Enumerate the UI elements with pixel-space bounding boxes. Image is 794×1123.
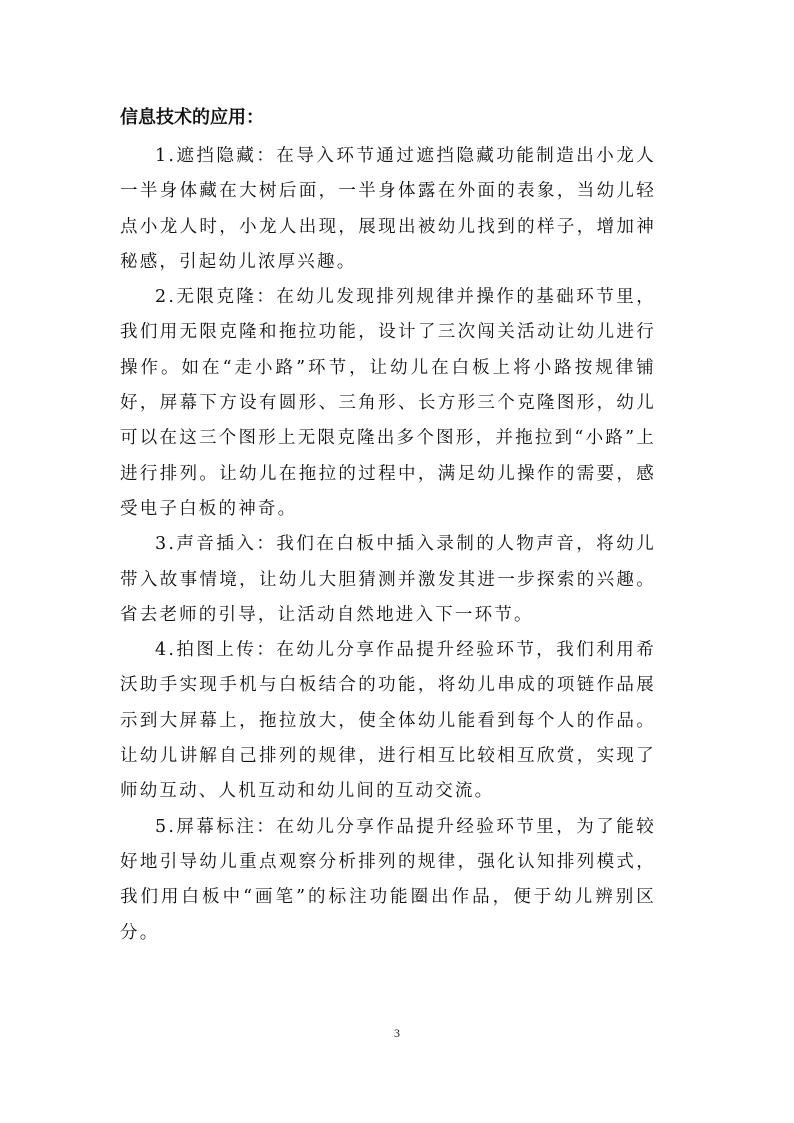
section-heading: 信息技术的应用： bbox=[120, 107, 264, 128]
page-number: 3 bbox=[394, 1026, 400, 1040]
paragraph-infinite-clone: 2.无限克隆：在幼儿发现排列规律并操作的基础环节里，我们用无限克隆和拖拉功能，设计了三次闯关活动让幼儿进行操作。如在“走小路”环节，让幼儿在白板上将小路按规律铺好，屏幕下方设有圆形、三角形、长方形三个克隆图形，幼儿可以在这三个图形上无限克隆出多个图形，并拖拉到“小路”上进行排列。让幼儿在拖拉的过程中，满足幼儿操作的需要，感受电子白板的神奇。 bbox=[120, 287, 656, 519]
paragraph-photo-upload: 4.拍图上传：在幼儿分享作品提升经验环节，我们利用希沃助手实现手机与白板结合的功能，将幼儿串成的项链作品展示到大屏幕上，拖拉放大，使全体幼儿能看到每个人的作品。让幼儿讲解自己排列的规律，进行相互比较相互欣赏，实现了师幼互动、人机互动和幼儿间的互动交流。 bbox=[120, 640, 656, 802]
body-text bbox=[120, 139, 656, 951]
paragraph-sound-insertion: 3.声音插入：我们在白板中插入录制的人物声音，将幼儿带入故事情境，让幼儿大胆猜测并激发其进一步探索的兴趣。省去老师的引导，让活动自然地进入下一环节。 bbox=[120, 534, 656, 625]
paragraph-screen-annotation: 5.屏幕标注：在幼儿分享作品提升经验环节里，为了能较好地引导幼儿重点观察分析排列的规律，强化认知排列模式，我们用白板中“画笔”的标注功能圈出作品，便于幼儿辨别区分。 bbox=[120, 816, 656, 943]
paragraph-occlusion-hiding: 1.遮挡隐藏：在导入环节通过遮挡隐藏功能制造出小龙人一半身体藏在大树后面，一半身体露在外面的表象，当幼儿轻点小龙人时，小龙人出现，展现出被幼儿找到的样子，增加神秘感，引起幼儿浓厚兴趣。 bbox=[120, 146, 656, 272]
